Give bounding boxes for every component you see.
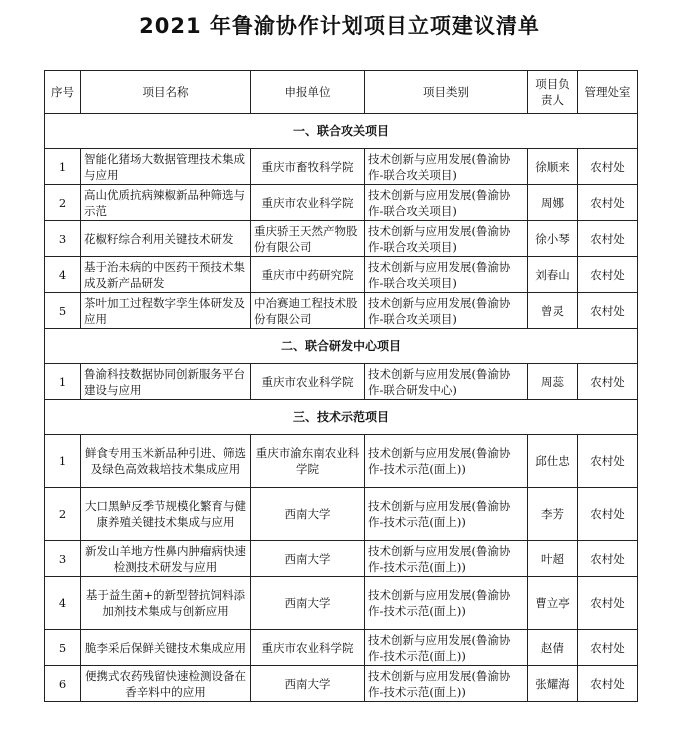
cell-unit: 重庆市农业科学院 <box>251 364 365 400</box>
section-header-row <box>45 329 638 364</box>
cell-no: 2 <box>45 488 81 541</box>
cell-no: 3 <box>45 541 81 577</box>
cell-no: 3 <box>45 221 81 257</box>
cell-unit: 重庆市渝东南农业科学院 <box>251 435 365 488</box>
cell-leader: 曾灵 <box>528 293 578 329</box>
table-row <box>45 185 638 221</box>
cell-leader: 叶超 <box>528 541 578 577</box>
cell-unit: 西南大学 <box>251 577 365 630</box>
cell-office: 农村处 <box>578 666 638 702</box>
cell-category: 技术创新与应用发展(鲁渝协作-联合攻关项目) <box>365 149 528 185</box>
cell-leader: 周蕊 <box>528 364 578 400</box>
cell-unit: 重庆市农业科学院 <box>251 630 365 666</box>
section-title: 三、技术示范项目 <box>45 400 638 435</box>
table-row <box>45 541 638 577</box>
cell-leader: 徐顺来 <box>528 149 578 185</box>
table-row <box>45 435 638 488</box>
cell-leader: 邱仕忠 <box>528 435 578 488</box>
cell-category: 技术创新与应用发展(鲁渝协作-技术示范(面上)) <box>365 577 528 630</box>
cell-name: 脆李采后保鲜关键技术集成应用 <box>81 630 251 666</box>
table-row <box>45 257 638 293</box>
header-name: 项目名称 <box>81 71 251 114</box>
cell-unit: 重庆市畜牧科学院 <box>251 149 365 185</box>
cell-category: 技术创新与应用发展(鲁渝协作-技术示范(面上)) <box>365 435 528 488</box>
cell-unit: 中冶赛迪工程技术股份有限公司 <box>251 293 365 329</box>
cell-name: 鲁渝科技数据协同创新服务平台建设与应用 <box>81 364 251 400</box>
table-row <box>45 293 638 329</box>
table-row <box>45 666 638 702</box>
section-header-row <box>45 114 638 149</box>
page-title: 2021 年鲁渝协作计划项目立项建议清单 <box>139 14 540 38</box>
table-header-row <box>45 71 638 114</box>
cell-unit: 重庆骄王天然产物股份有限公司 <box>251 221 365 257</box>
header-leader: 项目负责人 <box>528 71 578 114</box>
header-office: 管理处室 <box>578 71 638 114</box>
cell-office: 农村处 <box>578 221 638 257</box>
table-row <box>45 630 638 666</box>
cell-name: 茶叶加工过程数字孪生体研发及应用 <box>81 293 251 329</box>
section-title: 二、联合研发中心项目 <box>45 329 638 364</box>
cell-office: 农村处 <box>578 541 638 577</box>
cell-category: 技术创新与应用发展(鲁渝协作-联合攻关项目) <box>365 257 528 293</box>
cell-leader: 赵倩 <box>528 630 578 666</box>
cell-unit: 西南大学 <box>251 488 365 541</box>
cell-office: 农村处 <box>578 488 638 541</box>
cell-category: 技术创新与应用发展(鲁渝协作-联合攻关项目) <box>365 221 528 257</box>
cell-no: 4 <box>45 577 81 630</box>
cell-category: 技术创新与应用发展(鲁渝协作-联合攻关项目) <box>365 185 528 221</box>
cell-office: 农村处 <box>578 185 638 221</box>
cell-leader: 李芳 <box>528 488 578 541</box>
header-no: 序号 <box>45 71 81 114</box>
cell-leader: 周娜 <box>528 185 578 221</box>
section-header-row <box>45 400 638 435</box>
header-category: 项目类别 <box>365 71 528 114</box>
cell-no: 2 <box>45 185 81 221</box>
cell-leader: 刘春山 <box>528 257 578 293</box>
cell-category: 技术创新与应用发展(鲁渝协作-联合研发中心) <box>365 364 528 400</box>
cell-unit: 西南大学 <box>251 666 365 702</box>
cell-name: 便携式农药残留快速检测设备在香辛料中的应用 <box>81 666 251 702</box>
cell-unit: 重庆市农业科学院 <box>251 185 365 221</box>
table-row <box>45 221 638 257</box>
cell-name: 大口黑鲈反季节规模化繁育与健康养殖关键技术集成与应用 <box>81 488 251 541</box>
cell-no: 5 <box>45 630 81 666</box>
cell-leader: 张耀海 <box>528 666 578 702</box>
project-table <box>44 70 638 702</box>
section-title: 一、联合攻关项目 <box>45 114 638 149</box>
cell-leader: 曹立亭 <box>528 577 578 630</box>
cell-name: 新发山羊地方性鼻内肿瘤病快速检测技术研发与应用 <box>81 541 251 577</box>
cell-name: 花椒籽综合利用关键技术研发 <box>81 221 251 257</box>
cell-category: 技术创新与应用发展(鲁渝协作-技术示范(面上)) <box>365 630 528 666</box>
cell-office: 农村处 <box>578 257 638 293</box>
cell-name: 基于治未病的中医药干预技术集成及新产品研发 <box>81 257 251 293</box>
header-unit: 申报单位 <box>251 71 365 114</box>
cell-unit: 重庆市中药研究院 <box>251 257 365 293</box>
cell-no: 1 <box>45 364 81 400</box>
cell-category: 技术创新与应用发展(鲁渝协作-联合攻关项目) <box>365 293 528 329</box>
cell-unit: 西南大学 <box>251 541 365 577</box>
cell-no: 6 <box>45 666 81 702</box>
cell-office: 农村处 <box>578 364 638 400</box>
cell-office: 农村处 <box>578 149 638 185</box>
cell-category: 技术创新与应用发展(鲁渝协作-技术示范(面上)) <box>365 488 528 541</box>
cell-no: 4 <box>45 257 81 293</box>
cell-name: 基于益生菌+的新型替抗饲料添加剂技术集成与创新应用 <box>81 577 251 630</box>
table-row <box>45 488 638 541</box>
table-row <box>45 364 638 400</box>
cell-category: 技术创新与应用发展(鲁渝协作-技术示范(面上)) <box>365 541 528 577</box>
cell-office: 农村处 <box>578 435 638 488</box>
cell-no: 1 <box>45 435 81 488</box>
cell-office: 农村处 <box>578 577 638 630</box>
cell-name: 智能化猪场大数据管理技术集成与应用 <box>81 149 251 185</box>
cell-leader: 徐小琴 <box>528 221 578 257</box>
table-row <box>45 149 638 185</box>
cell-no: 1 <box>45 149 81 185</box>
cell-office: 农村处 <box>578 293 638 329</box>
cell-no: 5 <box>45 293 81 329</box>
cell-name: 高山优质抗病辣椒新品种筛选与示范 <box>81 185 251 221</box>
cell-office: 农村处 <box>578 630 638 666</box>
table-row <box>45 577 638 630</box>
cell-category: 技术创新与应用发展(鲁渝协作-技术示范(面上)) <box>365 666 528 702</box>
cell-name: 鲜食专用玉米新品种引进、筛选及绿色高效栽培技术集成应用 <box>81 435 251 488</box>
